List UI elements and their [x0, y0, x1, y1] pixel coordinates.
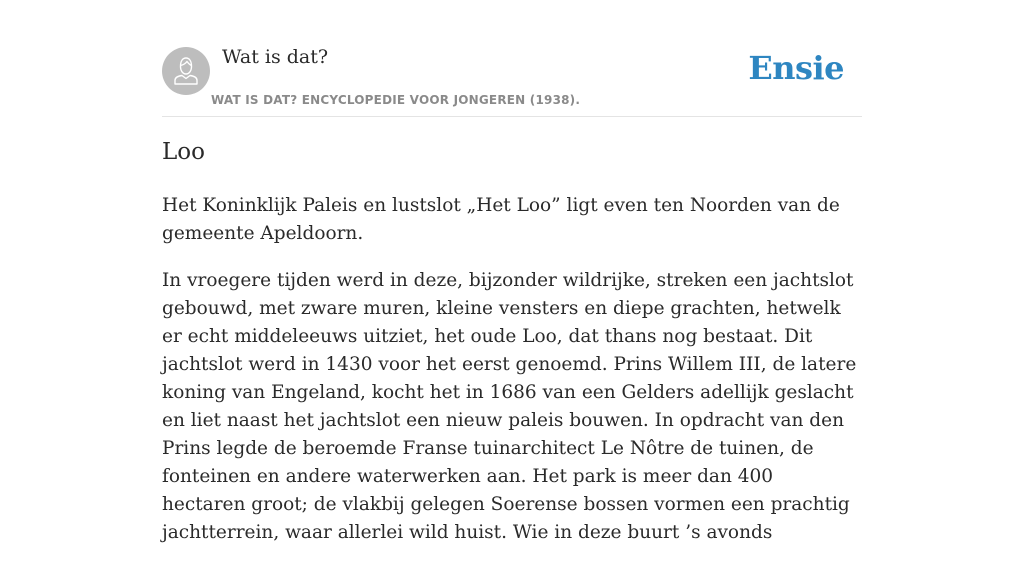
article-title: Loo — [162, 139, 205, 165]
article-paragraph: Het Koninklijk Paleis en lustslot „Het Loo” ligt even ten Noorden van de gemeente Apeldoorn. — [162, 195, 840, 244]
user-silhouette-icon — [162, 47, 210, 95]
author-name[interactable]: Wat is dat? — [222, 46, 329, 68]
ensie-logo[interactable]: Ensie — [748, 49, 844, 87]
source-label[interactable]: WAT IS DAT? ENCYCLOPEDIE VOOR JONGEREN (1938). — [211, 93, 581, 107]
author-header — [162, 0, 862, 117]
article-body — [162, 192, 862, 566]
avatar[interactable] — [162, 47, 210, 95]
article-paragraph: In vroegere tijden werd in deze, bijzonder wildrijke, streken een jachtslot gebouwd, met zware muren, kleine vensters en diepe grachten, hetwelk er echt middeleeuws uitziet, het oude Loo, dat thans nog bestaat. Dit jachtslot werd in 1430 voor het eerst genoemd. Prins Willem III, de latere koning van Engeland, kocht het in 1686 van een Gelders adellijk geslacht en liet naast het jachtslot een nieuw paleis bouwen. In opdracht van den Prins legde de beroemde Franse tuinarchitect Le Nôtre de tuinen, de fonteinen en andere waterwerken aan. Het park is meer dan 400 hectaren groot; de vlakbij gelegen Soerense bossen vormen een prachtig jachtterrein, waar allerlei wild huist. Wie in deze buurt ’s avonds — [162, 270, 857, 543]
